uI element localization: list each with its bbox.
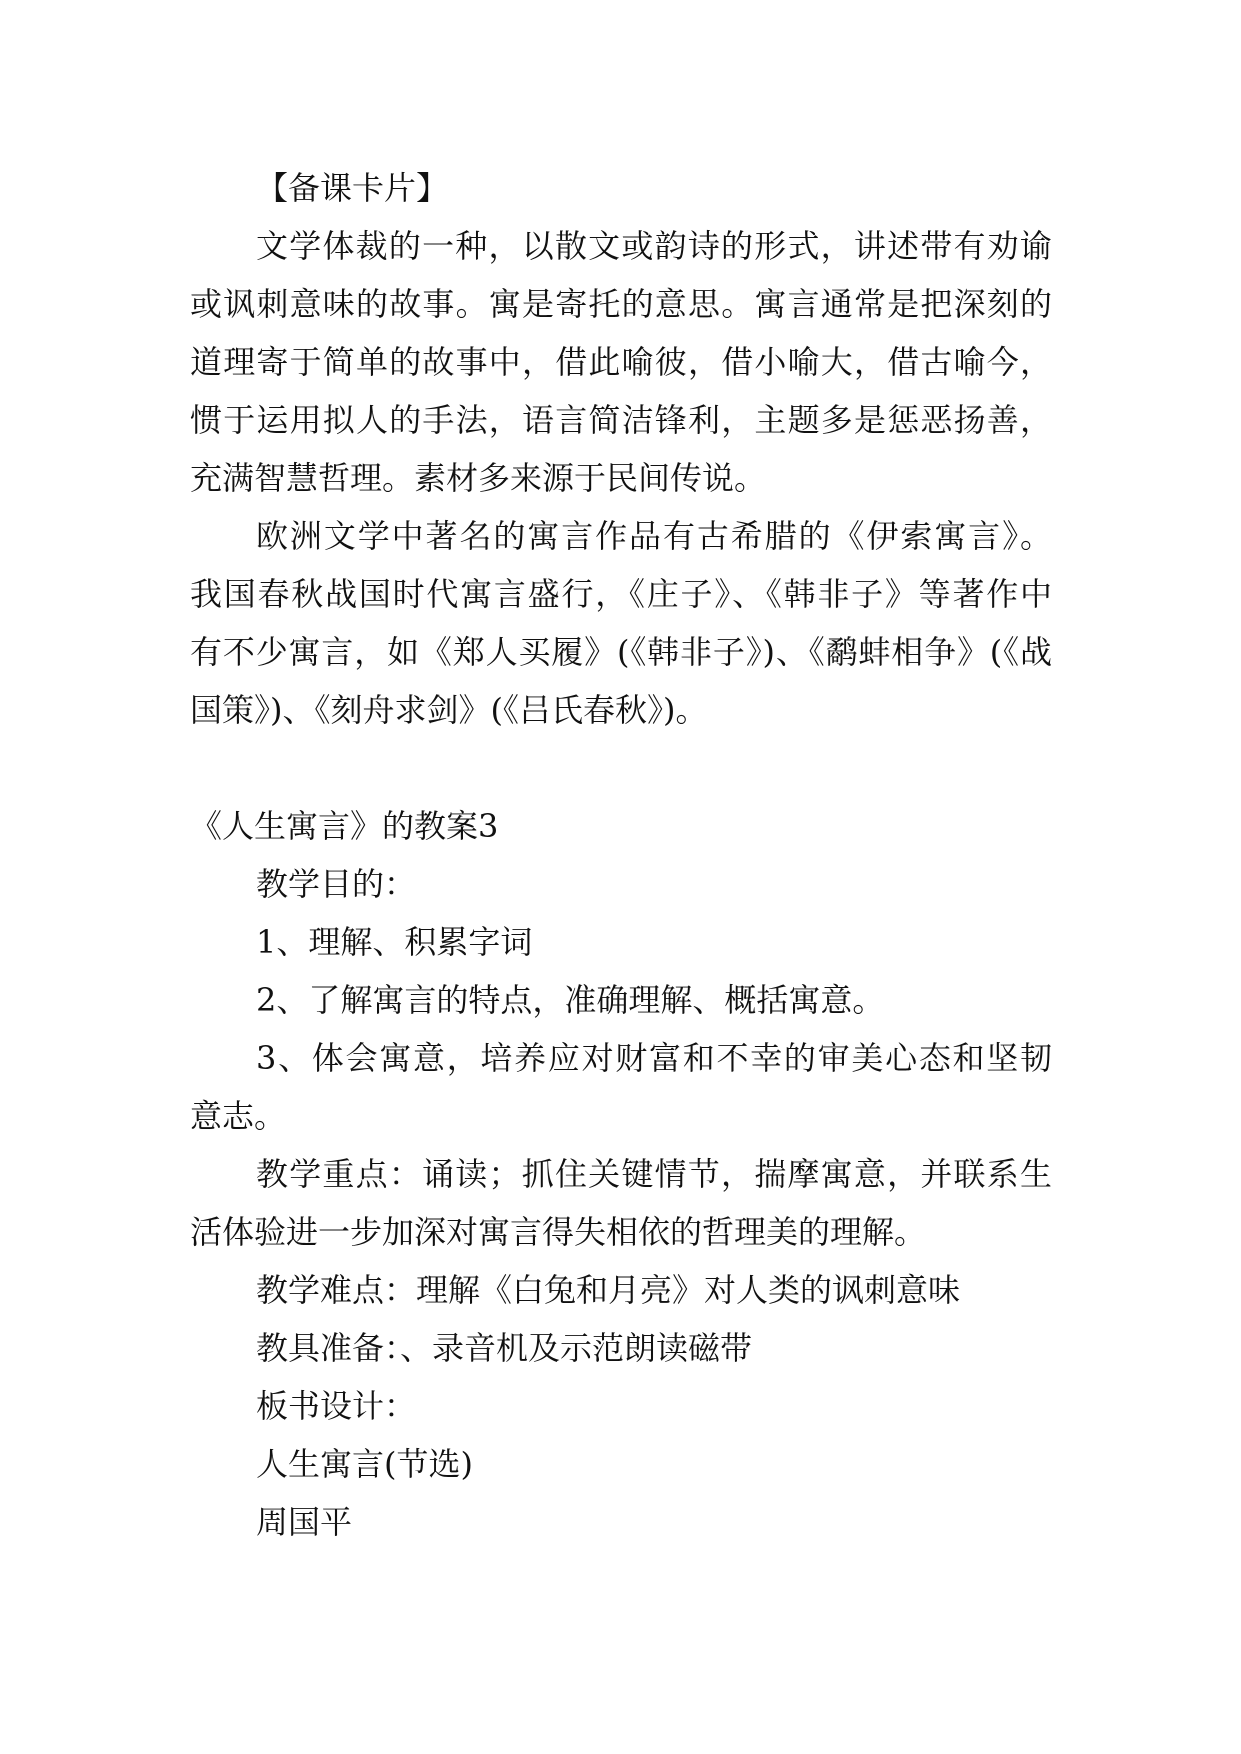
objective-item: 3、体会寓意，培养应对财富和不幸的审美心态和坚韧 — [256, 1039, 1052, 1077]
paragraph-line: 道理寄于简单的故事中，借此喻彼，借小喻大，借古喻今， — [190, 343, 1052, 381]
lesson-title: 《人生寓言》的教案3 — [190, 807, 499, 845]
paragraph-line: 有不少寓言，如《郑人买履》(《韩非子》)、《鹬蚌相争》(《战 — [190, 633, 1052, 671]
materials-line: 教具准备：、录音机及示范朗读磁带 — [256, 1329, 753, 1367]
paragraph-line: 文学体裁的一种，以散文或韵诗的形式，讲述带有劝谕 — [256, 227, 1052, 265]
objective-item: 1、理解、积累字词 — [256, 923, 533, 961]
paragraph-line: 欧洲文学中著名的寓言作品有古希腊的《伊索寓言》。 — [256, 517, 1052, 555]
paragraph-line: 惯于运用拟人的手法，语言简洁锋利，主题多是惩恶扬善， — [190, 401, 1052, 439]
difficulty-line: 教学难点：理解《白兔和月亮》对人类的讽刺意味 — [256, 1271, 961, 1309]
key-points-line: 教学重点：诵读；抓住关键情节，揣摩寓意，并联系生 — [256, 1155, 1052, 1193]
objectives-label: 教学目的： — [256, 865, 417, 903]
paragraph-line: 充满智慧哲理。素材多来源于民间传说。 — [190, 459, 767, 497]
paragraph-line: 我国春秋战国时代寓言盛行，《庄子》、《韩非子》等著作中 — [190, 575, 1052, 613]
key-points-line: 活体验进一步加深对寓言得失相依的哲理美的理解。 — [190, 1213, 927, 1251]
paragraph-line: 或讽刺意味的故事。寓是寄托的意思。寓言通常是把深刻的 — [190, 285, 1052, 323]
section-heading: 【备课卡片】 — [256, 169, 449, 207]
board-design-label: 板书设计： — [256, 1387, 417, 1425]
board-title: 人生寓言(节选) — [256, 1445, 473, 1483]
objective-item: 意志。 — [190, 1097, 287, 1135]
paragraph-line: 国策》)、《刻舟求剑》(《吕氏春秋》)。 — [190, 691, 708, 729]
objective-item: 2、了解寓言的特点，准确理解、概括寓意。 — [256, 981, 885, 1019]
author-name: 周国平 — [256, 1503, 353, 1541]
